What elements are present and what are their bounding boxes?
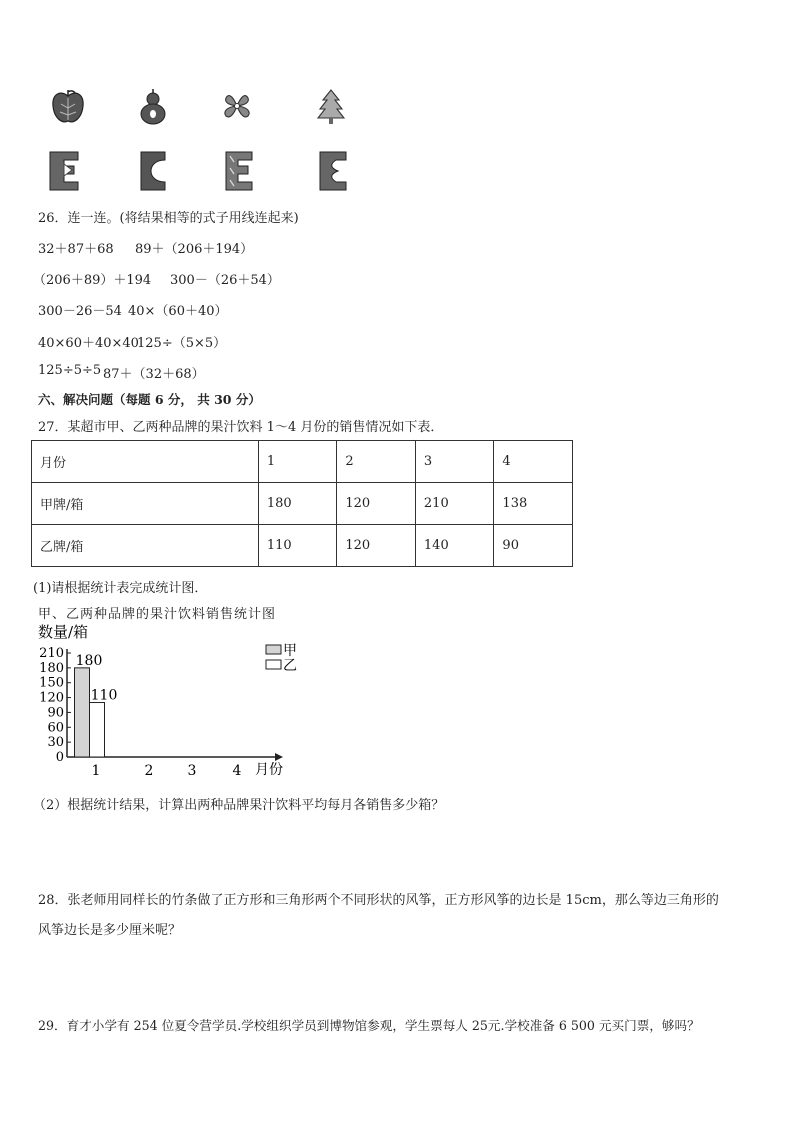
table-cell: 90 [494, 525, 573, 567]
q28-line1: 28．张老师用同样长的竹条做了正方形和三角形两个不同形状的风筝，正方形风筝的边长是 15cm，那么等边三角形的 [38, 893, 719, 908]
legend-swatch [266, 660, 281, 669]
chart-title: 甲、乙两种品牌的果汁饮料销售统计图 [38, 607, 277, 622]
q27-sub2: （2）根据统计结果，计算出两种品牌果汁饮料平均每月各销售多少箱？ [33, 798, 445, 813]
table-cell: 120 [337, 483, 416, 525]
cutout-e-icon [48, 150, 80, 192]
x-tick-label: 4 [232, 763, 242, 779]
table-cell: 138 [494, 483, 573, 525]
y-tick-label: 30 [47, 735, 64, 751]
table-cell: 120 [337, 525, 416, 567]
q29-text: 29．育才小学有 254 位夏令营学员.学校组织学员到博物馆参观，学生票每人 25元.学校准备 6 500 元买门票，够吗？ [38, 1018, 700, 1033]
cutout-e3-icon [318, 150, 350, 192]
table-row [32, 525, 573, 567]
q26-right-5[interactable]: 87＋（32＋68） [103, 367, 205, 382]
q28-line2: 风筝边长是多少厘米呢？ [38, 923, 182, 938]
table-cell: 210 [415, 483, 494, 525]
q26-left-1[interactable]: 32＋87＋68 [38, 242, 114, 257]
x-tick-label: 1 [91, 763, 101, 779]
apple-icon [50, 88, 86, 126]
flower-icon [220, 90, 254, 122]
chart-ylabel: 数量/箱 [38, 623, 89, 641]
x-axis-arrow [275, 753, 283, 761]
table-cell: 1 [258, 441, 337, 483]
data-label: 180 [75, 652, 103, 669]
gourd-icon [138, 88, 168, 126]
table-cell: 甲牌/箱 [32, 483, 259, 525]
sales-bar-chart [30, 620, 320, 780]
q26-right-2[interactable]: 300－（26＋54） [170, 273, 280, 288]
legend-swatch [266, 645, 281, 654]
bar [90, 703, 105, 757]
x-tick-label: 2 [144, 763, 154, 779]
q26-right-1[interactable]: 89＋（206＋194） [135, 242, 254, 257]
sales-table [31, 440, 573, 567]
table-row [32, 483, 573, 525]
q27-sub1: (1)请根据统计表完成统计图． [33, 581, 208, 596]
bar [75, 668, 90, 757]
y-tick-label: 60 [47, 720, 64, 736]
table-cell: 3 [415, 441, 494, 483]
table-cell: 月份 [32, 441, 259, 483]
y-tick-label: 180 [39, 660, 64, 676]
q26-left-4[interactable]: 40×60＋40×40 [38, 336, 139, 351]
table-cell: 2 [337, 441, 416, 483]
q26-right-3[interactable]: 40×（60＋40） [128, 304, 228, 319]
q26-left-5[interactable]: 125÷5÷5 [38, 363, 102, 378]
q26-left-2[interactable]: （206＋89）＋194 [33, 273, 152, 288]
table-cell: 4 [494, 441, 573, 483]
y-tick-label: 210 [39, 646, 64, 661]
table-cell: 180 [258, 483, 337, 525]
legend-label: 甲 [283, 643, 297, 659]
data-label: 110 [90, 687, 118, 704]
x-tick-label: 3 [187, 763, 197, 779]
table-cell: 140 [415, 525, 494, 567]
chart-xlabel: 月份 [255, 762, 283, 778]
y-tick-label: 150 [39, 675, 64, 691]
y-tick-label: 90 [47, 705, 64, 721]
q26-title: 26．连一连。(将结果相等的式子用线连起来) [38, 211, 299, 226]
cutout-c-icon [137, 150, 167, 192]
table-cell: 乙牌/箱 [32, 525, 259, 567]
q27-title: 27．某超市甲、乙两种品牌的果汁饮料 1～4 月份的销售情况如下表． [38, 420, 444, 435]
legend-label: 乙 [283, 658, 297, 674]
cutout-e2-icon [224, 150, 254, 192]
tree-icon [315, 88, 347, 126]
y-tick-label: 120 [39, 690, 64, 706]
section-title: 六、解决问题（每题 6 分， 共 30 分） [38, 392, 261, 407]
table-cell: 110 [258, 525, 337, 567]
table-row [32, 441, 573, 483]
q26-left-3[interactable]: 300－26－54 [38, 304, 122, 319]
q26-right-4[interactable]: 125÷（5×5） [137, 336, 227, 351]
y-tick-label: 0 [55, 750, 64, 765]
